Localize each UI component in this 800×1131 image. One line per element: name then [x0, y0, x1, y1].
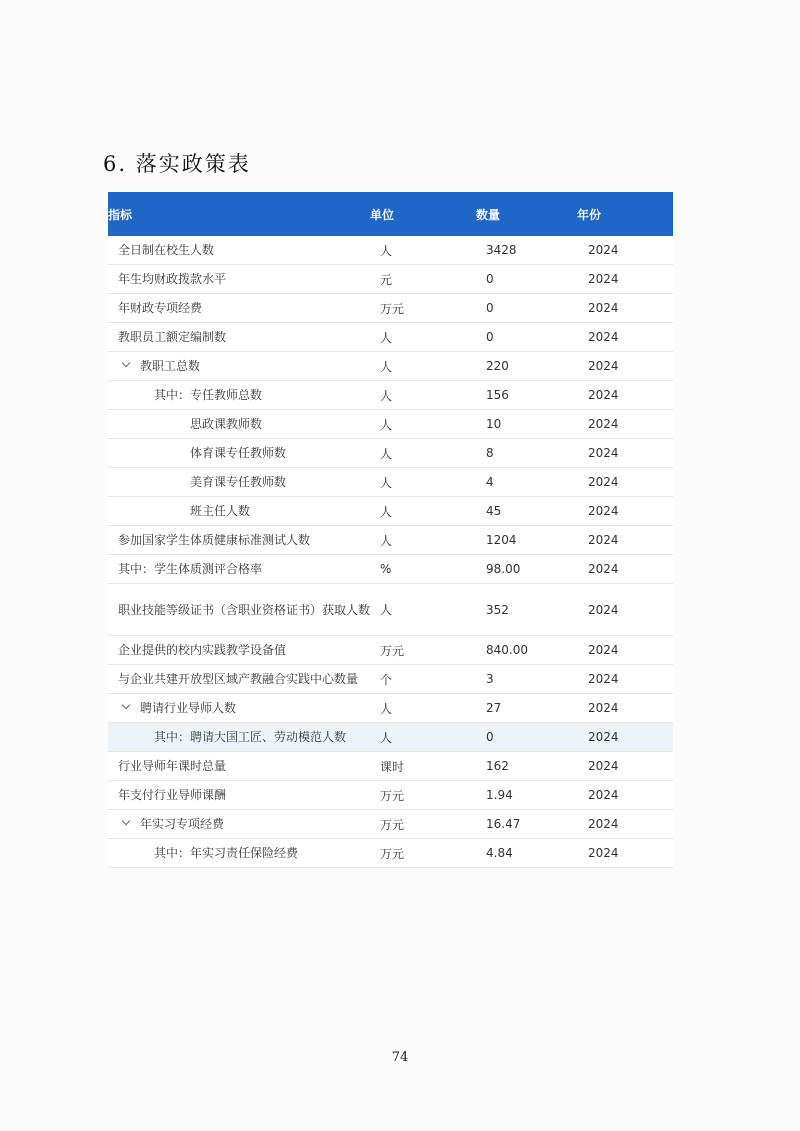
- section-title: 6. 落实政策表: [103, 152, 251, 176]
- indicator-cell: [108, 526, 373, 554]
- indicator-cell: [108, 323, 373, 351]
- unit-cell: 人: [380, 603, 393, 617]
- indicator-label: 体育课专任教师数: [190, 446, 287, 460]
- table-row[interactable]: [108, 352, 673, 381]
- quantity-cell: 156: [486, 388, 509, 402]
- header-indicator: 指标: [108, 207, 133, 222]
- quantity-cell: 0: [486, 272, 494, 286]
- unit-cell: 个: [380, 672, 393, 687]
- indicator-cell: [108, 439, 373, 467]
- header-year: 年份: [577, 207, 602, 222]
- quantity-cell: 3: [486, 672, 494, 686]
- unit-cell: 人: [380, 243, 393, 258]
- chevron-down-icon[interactable]: [122, 360, 130, 368]
- quantity-cell: 27: [486, 701, 502, 715]
- indicator-cell: [108, 781, 373, 809]
- quantity-cell: 4: [486, 475, 494, 489]
- year-cell: 2024: [588, 846, 619, 860]
- year-cell: 2024: [588, 602, 619, 617]
- indicator-cell: [108, 694, 373, 722]
- table-row: [108, 636, 673, 665]
- indicator-label: 班主任人数: [190, 504, 251, 518]
- table-row: [108, 526, 673, 555]
- indicator-cell: [108, 723, 373, 751]
- year-cell: 2024: [588, 562, 619, 576]
- quantity-cell: 352: [486, 602, 509, 617]
- year-cell: 2024: [588, 301, 619, 315]
- indicator-label: 教职员工额定编制数: [118, 330, 227, 344]
- chevron-down-icon[interactable]: [122, 818, 130, 826]
- unit-cell: 人: [380, 417, 393, 432]
- table-row: [108, 294, 673, 323]
- indicator-label: 企业提供的校内实践教学设备值: [118, 643, 287, 657]
- indicator-cell: [108, 236, 373, 264]
- table-row: [108, 555, 673, 584]
- header-quantity: 数量: [476, 207, 501, 222]
- quantity-cell: 8: [486, 446, 494, 460]
- chevron-down-icon[interactable]: [122, 702, 130, 710]
- indicator-cell: [108, 752, 373, 780]
- table-row: [108, 381, 673, 410]
- table-row[interactable]: [108, 810, 673, 839]
- indicator-label: 参加国家学生体质健康标准测试人数: [118, 533, 311, 547]
- indicator-cell: [108, 468, 373, 496]
- year-cell: 2024: [588, 759, 619, 773]
- unit-cell: 人: [380, 730, 393, 745]
- indicator-cell: [108, 584, 373, 635]
- indicator-cell: [108, 265, 373, 293]
- quantity-cell: 1204: [486, 533, 517, 547]
- year-cell: 2024: [588, 359, 619, 373]
- indicator-label: 行业导师年课时总量: [118, 759, 227, 773]
- indicator-label: 其中：聘请大国工匠、劳动模范人数: [154, 730, 347, 744]
- indicator-label: 年财政专项经费: [118, 301, 203, 315]
- quantity-cell: 840.00: [486, 643, 528, 657]
- indicator-cell: [108, 665, 373, 693]
- indicator-label: 职业技能等级证书（含职业资格证书）获取人数: [118, 602, 371, 617]
- indicator-label: 与企业共建开放型区域产教融合实践中心数量: [118, 672, 359, 686]
- unit-cell: 人: [380, 533, 393, 548]
- unit-cell: 万元: [380, 846, 405, 861]
- quantity-cell: 0: [486, 301, 494, 315]
- page-number: 74: [391, 1050, 409, 1065]
- indicator-cell: [108, 810, 373, 838]
- indicator-cell: [108, 839, 373, 867]
- quantity-cell: 3428: [486, 243, 517, 257]
- year-cell: 2024: [588, 417, 619, 431]
- quantity-cell: 162: [486, 759, 509, 773]
- table-row: [108, 468, 673, 497]
- table-row: [108, 665, 673, 694]
- indicator-cell: [108, 497, 373, 525]
- table-row: [108, 497, 673, 526]
- quantity-cell: 4.84: [486, 846, 513, 860]
- year-cell: 2024: [588, 788, 619, 802]
- unit-cell: 人: [380, 701, 393, 716]
- year-cell: 2024: [588, 475, 619, 489]
- unit-cell: 课时: [380, 759, 405, 774]
- unit-cell: 人: [380, 330, 393, 345]
- unit-cell: 万元: [380, 643, 405, 658]
- unit-cell: 人: [380, 475, 393, 490]
- indicator-cell: [108, 381, 373, 409]
- table-row: [108, 752, 673, 781]
- indicator-label: 聘请行业导师人数: [140, 701, 237, 715]
- unit-cell: 人: [380, 504, 393, 519]
- year-cell: 2024: [588, 817, 619, 831]
- table-row: [108, 323, 673, 352]
- quantity-cell: 0: [486, 730, 494, 744]
- table-row: [108, 584, 673, 636]
- year-cell: 2024: [588, 504, 619, 518]
- table-body: [108, 236, 673, 868]
- table-row: [108, 410, 673, 439]
- indicator-label: 其中：年实习责任保险经费: [154, 846, 299, 860]
- table-row: [108, 236, 673, 265]
- year-cell: 2024: [588, 330, 619, 344]
- quantity-cell: 10: [486, 417, 502, 431]
- table-row: [108, 265, 673, 294]
- policy-table: [108, 192, 673, 868]
- unit-cell: 万元: [380, 788, 405, 803]
- table-row: [108, 723, 673, 752]
- unit-cell: 人: [380, 446, 393, 461]
- year-cell: 2024: [588, 243, 619, 257]
- table-header: [108, 192, 673, 236]
- unit-cell: 人: [380, 359, 393, 374]
- quantity-cell: 220: [486, 359, 509, 373]
- indicator-cell: [108, 294, 373, 322]
- unit-cell: 万元: [380, 301, 405, 316]
- quantity-cell: 1.94: [486, 788, 513, 802]
- table-row: [108, 439, 673, 468]
- header-unit: 单位: [370, 207, 395, 222]
- quantity-cell: 16.47: [486, 817, 521, 831]
- year-cell: 2024: [588, 272, 619, 286]
- year-cell: 2024: [588, 643, 619, 657]
- year-cell: 2024: [588, 388, 619, 402]
- indicator-cell: [108, 555, 373, 583]
- table-row: [108, 781, 673, 810]
- table-row[interactable]: [108, 694, 673, 723]
- unit-cell: %: [380, 562, 392, 576]
- table-row: [108, 839, 673, 868]
- indicator-label: 其中：专任教师总数: [154, 388, 263, 402]
- year-cell: 2024: [588, 730, 619, 744]
- indicator-label: 教职工总数: [140, 359, 201, 373]
- year-cell: 2024: [588, 672, 619, 686]
- indicator-label: 全日制在校生人数: [118, 243, 215, 257]
- indicator-cell: [108, 410, 373, 438]
- unit-cell: 人: [380, 388, 393, 403]
- quantity-cell: 45: [486, 504, 502, 518]
- indicator-label: 年生均财政拨款水平: [118, 272, 227, 286]
- unit-cell: 元: [380, 272, 393, 287]
- year-cell: 2024: [588, 533, 619, 547]
- indicator-cell: [108, 636, 373, 664]
- year-cell: 2024: [588, 446, 619, 460]
- indicator-label: 思政课教师数: [190, 417, 263, 431]
- indicator-cell: [108, 352, 373, 380]
- indicator-label: 年支付行业导师课酬: [118, 788, 227, 802]
- quantity-cell: 98.00: [486, 562, 521, 576]
- indicator-label: 年实习专项经费: [140, 817, 225, 831]
- year-cell: 2024: [588, 701, 619, 715]
- quantity-cell: 0: [486, 330, 494, 344]
- unit-cell: 万元: [380, 817, 405, 832]
- indicator-label: 其中：学生体质测评合格率: [118, 562, 263, 576]
- indicator-label: 美育课专任教师数: [190, 475, 287, 489]
